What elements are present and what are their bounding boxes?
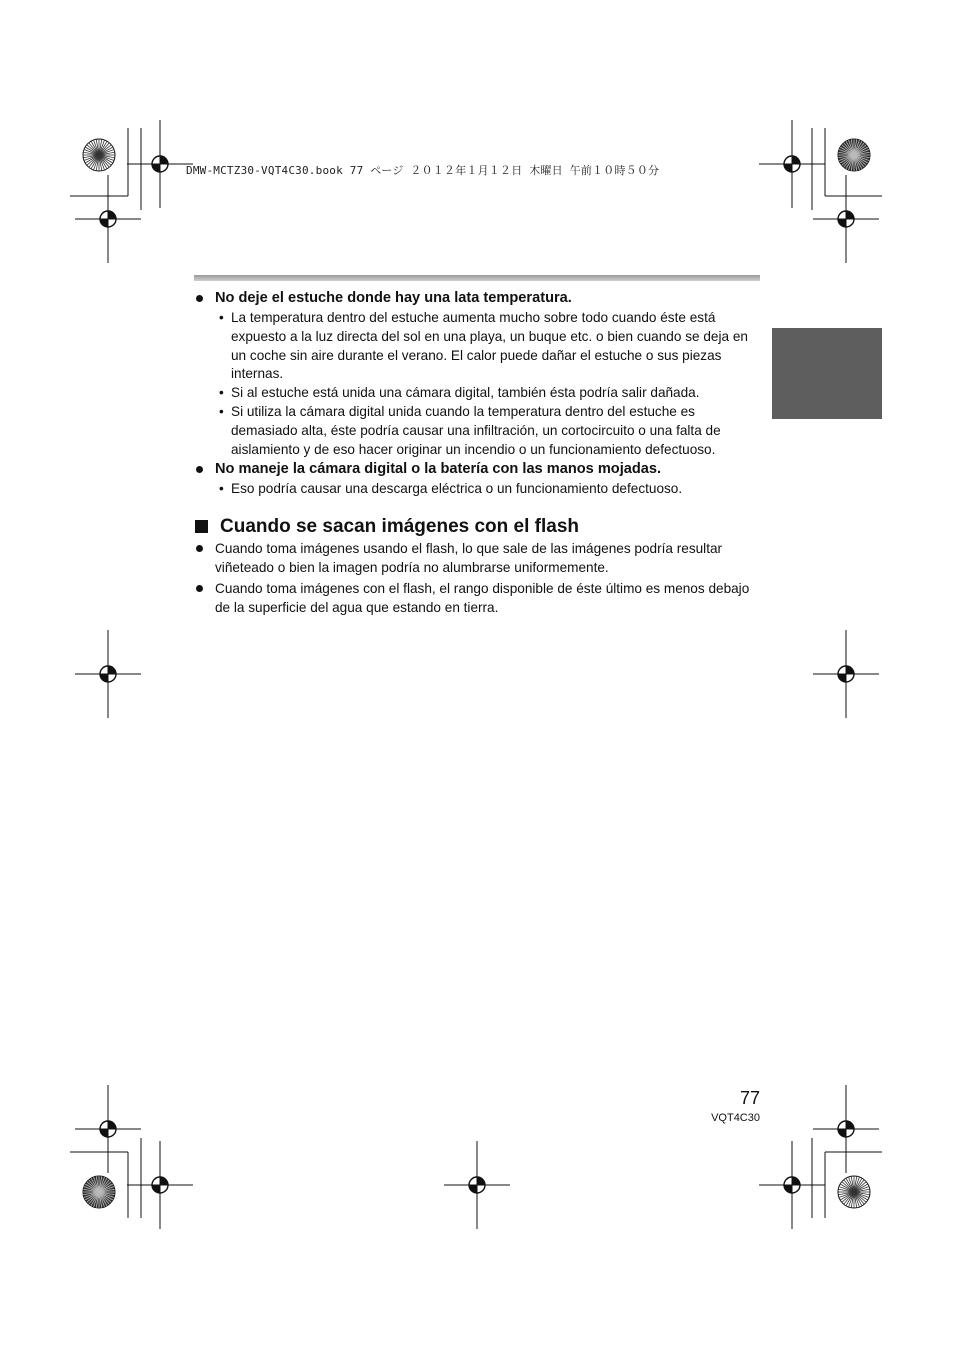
- section-title-text: Cuando se sacan imágenes con el flash: [220, 516, 580, 538]
- list-item: • Si utiliza la cámara digital unida cuando la temperatura dentro del estuche es demasiado alta, éste podría causar una infiltración, un cortocircuito o una falta de aislamiento y de eso hacer originar un incendio o un funcionamiento defectuoso.: [194, 403, 760, 459]
- list-item: Cuando toma imágenes usando el flash, lo que sale de las imágenes podría resultar viñeteado o bien la imagen podría no alumbrarse uniformemente.: [194, 539, 760, 577]
- caution-item-heat: [194, 289, 760, 459]
- side-tab: [772, 328, 882, 419]
- caution-heading: No deje el estuche donde hay una lata temperatura.: [194, 289, 760, 308]
- section-title: [194, 516, 760, 538]
- main-content: [194, 289, 760, 617]
- top-rule: [194, 275, 760, 281]
- caution-subitems: [194, 480, 760, 499]
- caution-subitems: [194, 309, 760, 459]
- caution-heading: No maneje la cámara digital o la batería con las manos mojadas.: [194, 460, 760, 479]
- list-item: • Si al estuche está unida una cámara digital, también ésta podría salir dañada.: [194, 384, 760, 403]
- page-number: 77: [739, 1088, 760, 1108]
- black-square-icon: [195, 520, 208, 533]
- model-code: VQT4C30: [711, 1112, 760, 1124]
- list-item: • La temperatura dentro del estuche aumenta mucho sobre todo cuando éste está expuesto a la luz directa del sol en una playa, un buque etc. o bien cuando se deja en un coche sin aire durante el verano. El calor puede dañar el estuche o sus piezas internas.: [194, 309, 760, 384]
- caution-item-wet-hands: [194, 460, 760, 499]
- list-item: • Eso podría causar una descarga eléctrica o un funcionamiento defectuoso.: [194, 480, 760, 499]
- list-item: Cuando toma imágenes con el flash, el rango disponible de éste último es menos debajo de la superficie del agua que estando en tierra.: [194, 579, 760, 617]
- print-header: DMW-MCTZ30-VQT4C30.book 77 ページ ２０１２年１月１２日 木曜日 午前１０時５０分: [186, 164, 660, 177]
